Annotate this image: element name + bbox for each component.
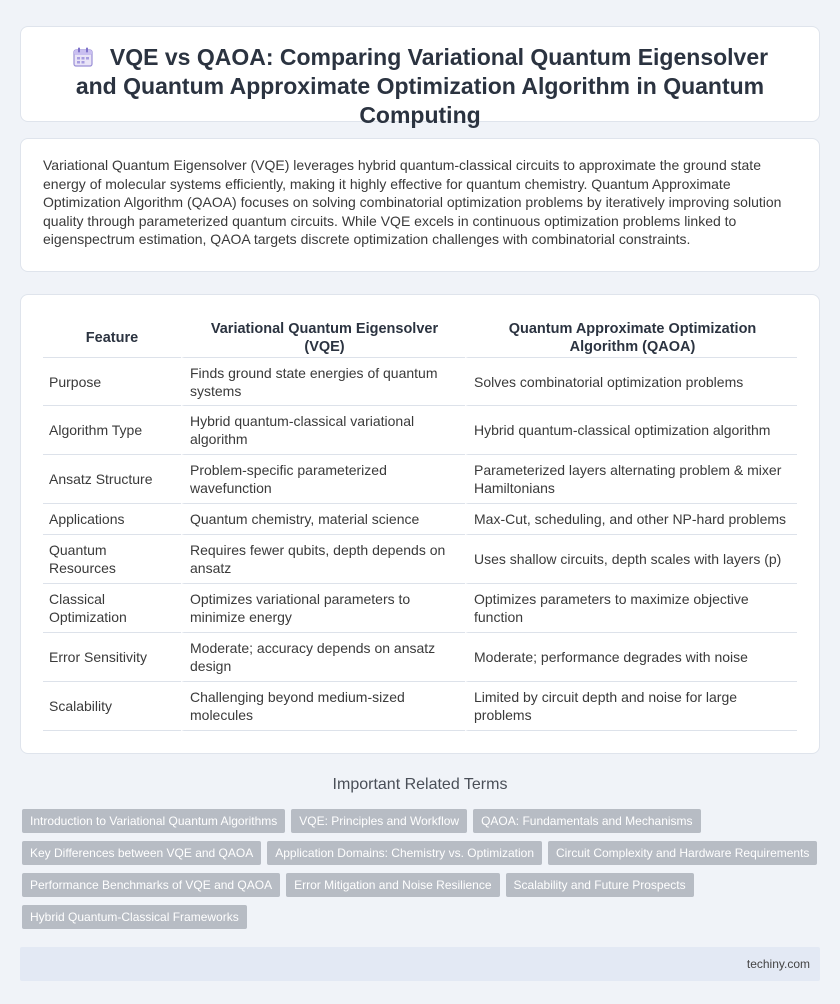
related-tag[interactable]: Performance Benchmarks of VQE and QAOA (22, 873, 280, 897)
related-tag[interactable]: Key Differences between VQE and QAOA (22, 841, 261, 865)
related-tag[interactable]: VQE: Principles and Workflow (291, 809, 467, 833)
table-row (43, 455, 797, 504)
row-qaoa: Optimizes parameters to maximize objective function (465, 584, 797, 633)
related-terms-section (20, 776, 820, 929)
row-feature: Quantum Resources (43, 535, 181, 584)
row-qaoa: Parameterized layers alternating problem & mixer Hamiltonians (465, 455, 797, 504)
related-terms-heading: Important Related Terms (332, 776, 508, 793)
row-qaoa: Moderate; performance degrades with noise (465, 633, 797, 682)
related-tag[interactable]: QAOA: Fundamentals and Mechanisms (473, 809, 700, 833)
table-row (43, 358, 797, 406)
row-vqe: Quantum chemistry, material science (181, 504, 465, 535)
row-vqe: Problem-specific parameterized wavefunction (181, 455, 465, 504)
related-terms-tags (20, 809, 820, 929)
page-title-text: VQE vs QAOA: Comparing Variational Quantum Eigensolver and Quantum Approximate Optimization Algorithm in Quantum Computing (75, 44, 769, 128)
row-vqe: Optimizes variational parameters to minimize energy (181, 584, 465, 633)
table-row (43, 682, 797, 731)
related-tag[interactable]: Error Mitigation and Noise Resilience (286, 873, 499, 897)
table-row (43, 406, 797, 455)
row-vqe: Moderate; accuracy depends on ansatz design (181, 633, 465, 682)
row-vqe: Hybrid quantum-classical variational algorithm (181, 406, 465, 455)
row-vqe: Challenging beyond medium-sized molecules (181, 682, 465, 731)
footer (20, 947, 820, 981)
related-tag[interactable]: Introduction to Variational Quantum Algorithms (22, 809, 285, 833)
row-feature: Scalability (43, 682, 181, 731)
row-qaoa: Max-Cut, scheduling, and other NP-hard problems (465, 504, 797, 535)
intro-paragraph: Variational Quantum Eigensolver (VQE) leverages hybrid quantum-classical circuits to approximate the ground state energy of molecular systems efficiently, making it highly effective for quantum chemistry. Quantum Approximate Optimization Algorithm (QAOA) focuses on solving combinatorial optimization problems by iteratively improving solution quality through parameterized quantum circuits. While VQE excels in continuous optimization problems linked to eigenspectrum estimation, QAOA targets discrete optimization challenges with combinatorial constraints. (43, 157, 782, 247)
related-tag[interactable]: Circuit Complexity and Hardware Requirements (548, 841, 817, 865)
table-row (43, 584, 797, 633)
comparison-table-card (20, 294, 820, 754)
table-row (43, 633, 797, 682)
row-qaoa: Uses shallow circuits, depth scales with layers (p) (465, 535, 797, 584)
table-row (43, 504, 797, 535)
row-feature: Algorithm Type (43, 406, 181, 455)
row-feature: Ansatz Structure (43, 455, 181, 504)
row-feature: Error Sensitivity (43, 633, 181, 682)
row-qaoa: Solves combinatorial optimization problems (465, 358, 797, 406)
intro-card (20, 138, 820, 272)
row-qaoa: Hybrid quantum-classical optimization algorithm (465, 406, 797, 455)
page (0, 26, 840, 981)
related-tag[interactable]: Scalability and Future Prospects (506, 873, 694, 897)
calendar-icon (72, 46, 94, 68)
page-title (51, 43, 789, 130)
related-tag[interactable]: Hybrid Quantum-Classical Frameworks (22, 905, 247, 929)
header-qaoa: Quantum Approximate Optimization Algorithm (QAOA) (465, 313, 797, 358)
row-qaoa: Limited by circuit depth and noise for large problems (465, 682, 797, 731)
row-feature: Applications (43, 504, 181, 535)
footer-brand[interactable]: techiny.com (746, 957, 810, 971)
header-vqe: Variational Quantum Eigensolver (VQE) (181, 313, 465, 358)
table-row (43, 535, 797, 584)
row-feature: Classical Optimization (43, 584, 181, 633)
table-header-row (43, 313, 797, 358)
row-vqe: Finds ground state energies of quantum systems (181, 358, 465, 406)
related-tag[interactable]: Application Domains: Chemistry vs. Optimization (267, 841, 542, 865)
comparison-table (43, 313, 797, 731)
row-vqe: Requires fewer qubits, depth depends on ansatz (181, 535, 465, 584)
header-feature: Feature (43, 313, 181, 358)
title-card (20, 26, 820, 128)
row-feature: Purpose (43, 358, 181, 406)
